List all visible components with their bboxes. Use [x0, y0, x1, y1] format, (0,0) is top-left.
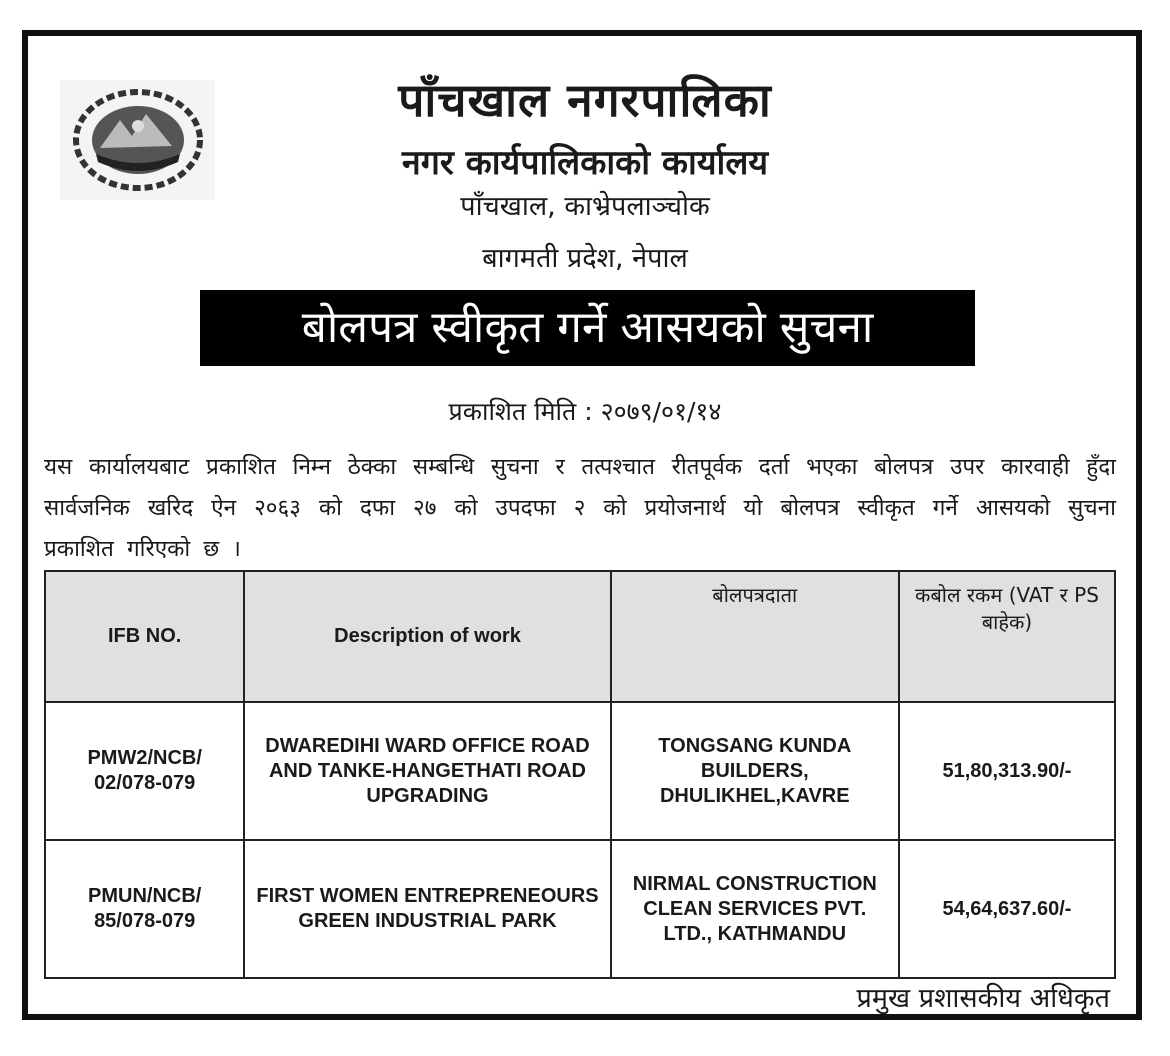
- header-description: Description of work: [244, 571, 610, 702]
- office-location: पाँचखाल, काभ्रेपलाञ्चोक: [460, 191, 710, 222]
- cell-ifb: PMW2/NCB/ 02/078-079: [45, 702, 244, 840]
- cell-amount: 51,80,313.90/-: [899, 702, 1115, 840]
- header-bidder: बोलपत्रदाता: [611, 571, 899, 702]
- office-name: नगर कार्यपालिकाको कार्यालय: [401, 143, 769, 183]
- cell-description: FIRST WOMEN ENTREPRENEOURS GREEN INDUSTRIAL PARK: [244, 840, 610, 978]
- notice-body: यस कार्यालयबाट प्रकाशित निम्न ठेक्का सम्बन्धि सुचना र तत्पश्चात रीतपूर्वक दर्ता भएका बोलपत्र उपर कारवाही हुँदा सार्वजनिक खरिद ऐन २०६३ को दफा २७ को उपदफा २ को प्रयोजनार्थ यो बोलपत्र स्वीकृत गर्ने आसयको सुचना प्रकाशित गरिएको छ ।: [44, 454, 1116, 562]
- cell-amount: 54,64,637.60/-: [899, 840, 1115, 978]
- cell-bidder: NIRMAL CONSTRUCTION CLEAN SERVICES PVT. LTD., KATHMANDU: [611, 840, 899, 978]
- header-amount: कबोल रकम (VAT र PS बाहेक): [899, 571, 1115, 702]
- cell-bidder: TONGSANG KUNDA BUILDERS, DHULIKHEL,KAVRE: [611, 702, 899, 840]
- province-country: बागमती प्रदेश, नेपाल: [482, 243, 688, 274]
- bid-table: [44, 570, 1116, 979]
- header-ifb: IFB NO.: [45, 571, 244, 702]
- table-header-row: [45, 571, 1115, 702]
- notice-title: बोलपत्र स्वीकृत गर्ने आसयको सुचना: [200, 290, 975, 366]
- table-row: [45, 702, 1115, 840]
- table-row: [45, 840, 1115, 978]
- cell-description: DWAREDIHI WARD OFFICE ROAD AND TANKE-HANGETHATI ROAD UPGRADING: [244, 702, 610, 840]
- signatory: प्रमुख प्रशासकीय अधिकृत: [856, 983, 1110, 1014]
- cell-ifb: PMUN/NCB/ 85/078-079: [45, 840, 244, 978]
- published-date: प्रकाशित मिति : २०७९/०१/१४: [448, 397, 722, 426]
- municipality-name: पाँचखाल नगरपालिका: [398, 73, 772, 127]
